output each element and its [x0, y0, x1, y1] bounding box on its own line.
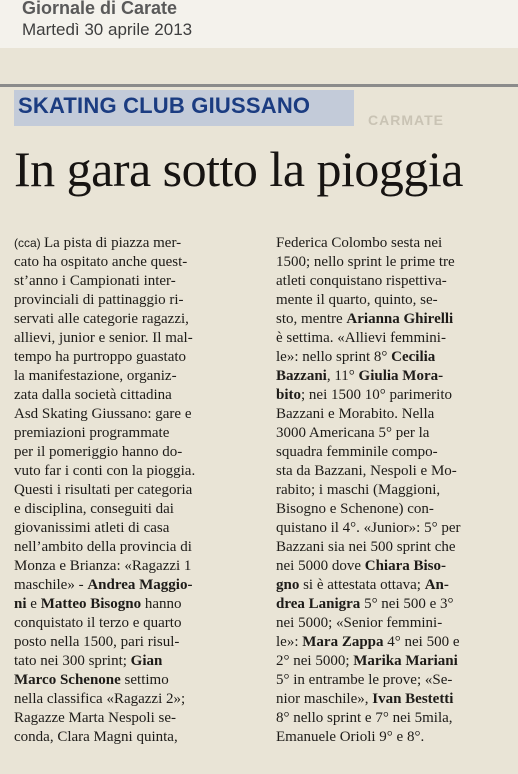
text-line	[14, 253, 262, 272]
text-run: La pista di piazza mer-	[44, 235, 182, 251]
text-run: Federica Colombo sesta nei	[276, 235, 443, 251]
text-run: posto nella 1500, pari risul-	[14, 634, 180, 650]
text-line	[14, 386, 262, 405]
text-line	[14, 424, 262, 443]
article-column-1	[14, 234, 262, 747]
athlete-name: An-	[424, 577, 449, 593]
text-run: atleti conquistano rispettiva-	[276, 273, 447, 289]
text-line	[276, 709, 512, 728]
text-line	[276, 329, 512, 348]
text-line	[14, 329, 262, 348]
text-run: 5° nei 500 e 3°	[360, 596, 454, 612]
text-run: nella classifica «Ragazzi 2»;	[14, 691, 186, 707]
text-run: provinciali di pattinaggio ri-	[14, 292, 184, 308]
text-run: per il pomeriggio hanno do-	[14, 444, 183, 460]
text-run: maschile» -	[14, 577, 88, 593]
text-line	[14, 576, 262, 595]
text-run: sto, mentre	[276, 311, 347, 327]
text-line	[276, 481, 512, 500]
athlete-name: drea Lanigra	[276, 596, 361, 612]
text-line	[14, 500, 262, 519]
text-line	[276, 557, 512, 576]
text-line	[276, 348, 512, 367]
text-run: 3000 Americana 5° per la	[276, 425, 430, 441]
text-run: nior maschile»,	[276, 691, 373, 707]
text-line	[14, 291, 262, 310]
text-run: Ragazze Marta Nespoli se-	[14, 710, 177, 726]
text-line	[276, 234, 512, 253]
text-run: premiazioni programmate	[14, 425, 170, 441]
text-line	[14, 462, 262, 481]
text-line	[14, 367, 262, 386]
text-run: Questi i risultati per categoria	[14, 482, 193, 498]
text-run: conquistato il terzo e quarto	[14, 615, 182, 631]
text-run: st’anno i Campionati inter-	[14, 273, 176, 289]
text-line	[276, 614, 512, 633]
text-line	[14, 310, 262, 329]
text-line	[14, 728, 262, 747]
text-run: nei 5000 dove	[276, 558, 365, 574]
text-run: le»: nello sprint 8°	[276, 349, 392, 365]
article-column-2	[276, 234, 512, 747]
text-run: quistano il 4°. «Junior»: 5° per	[276, 520, 461, 536]
text-line	[14, 595, 262, 614]
text-run: la manifestazione, organiz-	[14, 368, 177, 384]
text-run: Bazzani sia nei 500 sprint che	[276, 539, 456, 555]
text-line	[276, 272, 512, 291]
text-line	[276, 576, 512, 595]
text-line	[276, 690, 512, 709]
text-run: Emanuele Orioli 9° e 8°.	[276, 729, 425, 745]
text-line	[14, 709, 262, 728]
text-line	[276, 310, 512, 329]
text-line	[276, 291, 512, 310]
text-run: hanno	[141, 596, 182, 612]
text-line	[14, 690, 262, 709]
athlete-name: Cecilia	[391, 349, 436, 365]
section-title: SKATING CLUB GIUSSANO	[18, 93, 311, 118]
athlete-name: Marika Mariani	[353, 653, 458, 669]
athlete-name: Matteo Bisogno	[40, 596, 142, 612]
text-run: cato ha ospitato anche quest-	[14, 254, 188, 270]
text-run: 1500; nello sprint le prime tre	[276, 254, 455, 270]
text-line	[14, 348, 262, 367]
publication-name: Giornale di Carate	[22, 0, 178, 18]
athlete-name: Bazzani	[276, 368, 327, 384]
text-run: 8° nello sprint e 7° nei 5mila,	[276, 710, 453, 726]
text-run: conda, Clara Magni quinta,	[14, 729, 178, 745]
text-run: è settima. «Allievi femmini-	[276, 330, 446, 346]
text-line	[14, 538, 262, 557]
text-line	[14, 405, 262, 424]
text-run: allievi, junior e senior. Il mal-	[14, 330, 193, 346]
athlete-name: ni	[14, 596, 27, 612]
text-line	[276, 519, 512, 538]
athlete-name: Giulia Mora-	[358, 368, 444, 384]
text-line	[14, 633, 262, 652]
publication-date: Martedì 30 aprile 2013	[22, 20, 193, 39]
text-run: vuto far i conti con la pioggia.	[14, 463, 196, 479]
text-run: si è attestata ottava;	[299, 577, 425, 593]
athlete-name: Marco Schenone	[14, 672, 121, 688]
text-run: 5° in entrambe le prove; «Se-	[276, 672, 453, 688]
text-line	[14, 481, 262, 500]
text-run: e	[26, 596, 41, 612]
text-line	[276, 652, 512, 671]
text-line	[276, 500, 512, 519]
text-line	[276, 405, 512, 424]
text-run: tato nei 300 sprint;	[14, 653, 131, 669]
text-line	[14, 234, 262, 253]
text-line	[14, 614, 262, 633]
text-line	[276, 386, 512, 405]
text-line	[14, 652, 262, 671]
text-line	[276, 443, 512, 462]
text-run: e disciplina, conseguiti dai	[14, 501, 174, 517]
text-run: 4° nei 500 e	[383, 634, 460, 650]
text-run: servati alle categorie ragazzi,	[14, 311, 189, 327]
text-run: nell’ambito della provincia di	[14, 539, 192, 555]
text-run: (cca)	[14, 236, 44, 250]
bleed-through-text: CARMATE	[368, 112, 444, 128]
text-run: squadra femminile compo-	[276, 444, 438, 460]
text-run: Bisogno e Schenone) con-	[276, 501, 434, 517]
text-line	[276, 538, 512, 557]
text-run: le»:	[276, 634, 303, 650]
text-line	[276, 253, 512, 272]
text-line	[276, 595, 512, 614]
text-line	[276, 633, 512, 652]
text-run: rabito; i maschi (Maggioni,	[276, 482, 441, 498]
article-headline: In gara sotto la pioggia	[14, 141, 463, 197]
text-line	[276, 462, 512, 481]
text-line	[14, 443, 262, 462]
athlete-name: Ivan Bestetti	[372, 691, 454, 707]
text-run: giovanissimi atleti di casa	[14, 520, 170, 536]
text-run: nei 5000; «Senior femmini-	[276, 615, 443, 631]
text-run: , 11°	[326, 368, 359, 384]
athlete-name: gno	[276, 577, 300, 593]
athlete-name: Andrea Maggio-	[87, 577, 193, 593]
text-run: settimo	[120, 672, 169, 688]
text-run: Monza e Brianza: «Ragazzi 1	[14, 558, 192, 574]
athlete-name: Arianna Ghirelli	[346, 311, 454, 327]
text-line	[276, 424, 512, 443]
athlete-name: bito	[276, 387, 302, 403]
athlete-name: Mara Zappa	[302, 634, 384, 650]
text-run: mente il quarto, quinto, se-	[276, 292, 438, 308]
text-run: 2° nei 5000;	[276, 653, 354, 669]
text-line	[14, 557, 262, 576]
page-header	[0, 0, 518, 48]
text-run: sta da Bazzani, Nespoli e Mo-	[276, 463, 457, 479]
header-rule	[0, 84, 518, 87]
section-banner	[14, 90, 354, 126]
text-run: tempo ha purtroppo guastato	[14, 349, 187, 365]
text-line	[14, 272, 262, 291]
text-run: ; nei 1500 10° parimerito	[301, 387, 452, 403]
athlete-name: Chiara Biso-	[364, 558, 446, 574]
text-line	[14, 519, 262, 538]
text-line	[276, 728, 512, 747]
text-run: Asd Skating Giussano: gare e	[14, 406, 192, 422]
text-run: Bazzani e Morabito. Nella	[276, 406, 435, 422]
text-run: zata dalla società cittadina	[14, 387, 172, 403]
athlete-name: Gian	[130, 653, 163, 669]
text-line	[14, 671, 262, 690]
text-line	[276, 671, 512, 690]
text-line	[276, 367, 512, 386]
